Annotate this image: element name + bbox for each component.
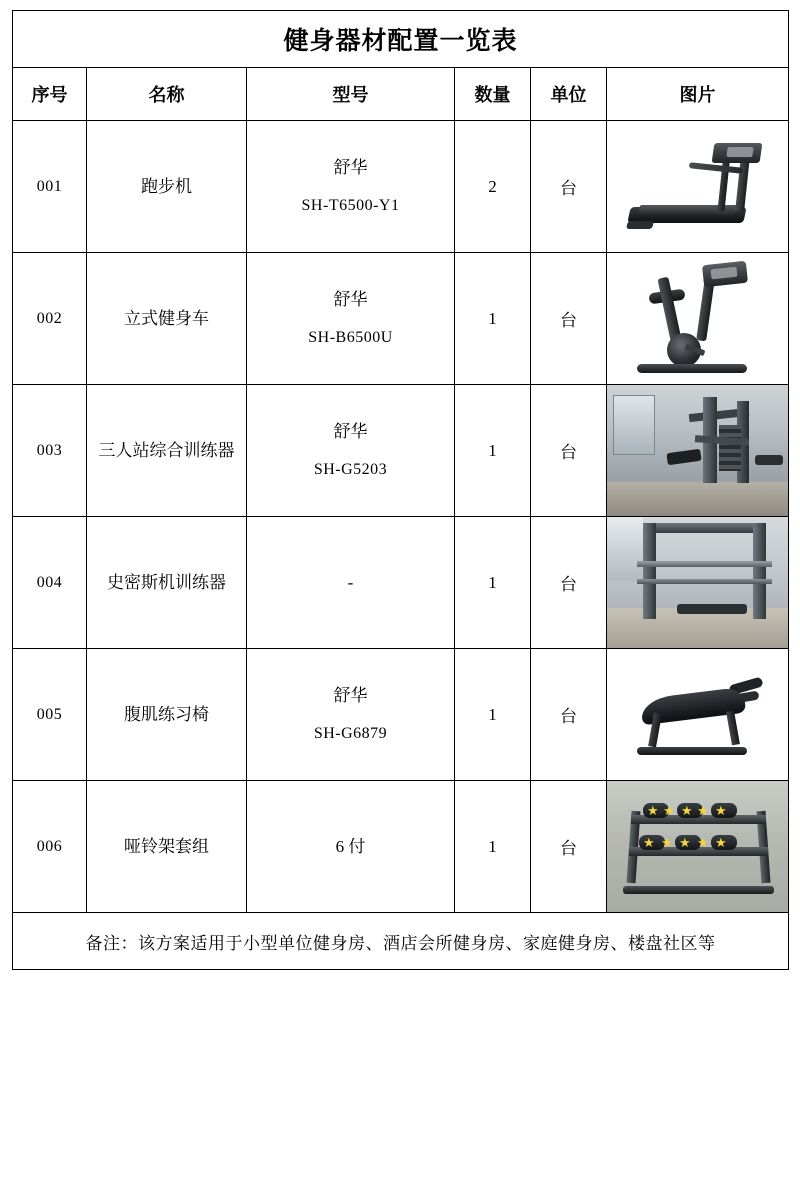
table-header-row [13, 68, 789, 121]
smith-machine-illustration [607, 517, 788, 648]
treadmill-image [607, 121, 788, 252]
cell-image [607, 385, 789, 517]
cell-unit: 台 [531, 121, 607, 253]
cell-model [247, 517, 455, 649]
equipment-table [12, 10, 789, 970]
note-text: 备注：该方案适用于小型单位健身房、酒店会所健身房、家庭健身房、楼盘社区等 [13, 913, 789, 970]
column-header-name: 名称 [87, 68, 247, 121]
cell-seq: 003 [13, 385, 87, 517]
treadmill-illustration [623, 133, 773, 241]
cell-model [247, 781, 455, 913]
model-brand: 舒华 [333, 158, 368, 177]
column-header-quantity: 数量 [455, 68, 531, 121]
table-title-row [13, 11, 789, 68]
exercise-bike-image [607, 253, 788, 384]
model-code: SH-B6500U [308, 329, 393, 346]
cell-model [247, 385, 455, 517]
cell-model [247, 649, 455, 781]
cell-model [247, 121, 455, 253]
model-value: - [347, 573, 354, 592]
cell-quantity: 2 [455, 121, 531, 253]
cell-name: 史密斯机训练器 [87, 517, 247, 649]
cell-seq: 001 [13, 121, 87, 253]
cell-name: 跑步机 [87, 121, 247, 253]
cell-quantity: 1 [455, 649, 531, 781]
cell-image [607, 517, 789, 649]
table-row [13, 121, 789, 253]
cell-image [607, 781, 789, 913]
exercise-bike-illustration [623, 259, 773, 379]
dumbbell-rack-image [607, 781, 788, 912]
cell-unit: 台 [531, 253, 607, 385]
cell-seq: 002 [13, 253, 87, 385]
cell-name: 哑铃架套组 [87, 781, 247, 913]
cell-name: 三人站综合训练器 [87, 385, 247, 517]
cell-unit: 台 [531, 385, 607, 517]
model-brand: 舒华 [333, 422, 368, 441]
table-row [13, 517, 789, 649]
model-brand: 舒华 [333, 290, 368, 309]
table-row [13, 649, 789, 781]
model-code: SH-G5203 [313, 461, 388, 478]
smith-machine-image [607, 517, 788, 648]
cell-seq: 005 [13, 649, 87, 781]
cell-image [607, 253, 789, 385]
table-note-row [13, 913, 789, 970]
multi-gym-image [607, 385, 788, 516]
cell-image [607, 649, 789, 781]
cell-seq: 004 [13, 517, 87, 649]
cell-unit: 台 [531, 781, 607, 913]
column-header-unit: 单位 [531, 68, 607, 121]
model-brand: 舒华 [333, 686, 368, 705]
page-title: 健身器材配置一览表 [13, 11, 789, 68]
cell-quantity: 1 [455, 517, 531, 649]
cell-name: 腹肌练习椅 [87, 649, 247, 781]
table-row [13, 253, 789, 385]
cell-quantity: 1 [455, 781, 531, 913]
column-header-model: 型号 [247, 68, 455, 121]
model-code: SH-T6500-Y1 [301, 197, 400, 214]
table-row [13, 781, 789, 913]
column-header-image: 图片 [607, 68, 789, 121]
model-code: SH-G6879 [313, 725, 388, 742]
cell-quantity: 1 [455, 385, 531, 517]
sit-up-bench-image [607, 649, 788, 780]
table-row [13, 385, 789, 517]
cell-unit: 台 [531, 517, 607, 649]
cell-quantity: 1 [455, 253, 531, 385]
cell-model [247, 253, 455, 385]
cell-image [607, 121, 789, 253]
sit-up-bench-illustration [623, 667, 773, 763]
cell-name: 立式健身车 [87, 253, 247, 385]
cell-seq: 006 [13, 781, 87, 913]
dumbbell-rack-illustration: ★ ★ ★ ★ ★ ★ ★ ★ ★ ★ [607, 781, 788, 912]
multi-gym-illustration [607, 385, 788, 516]
model-value: 6 付 [335, 837, 366, 856]
column-header-seq: 序号 [13, 68, 87, 121]
cell-unit: 台 [531, 649, 607, 781]
